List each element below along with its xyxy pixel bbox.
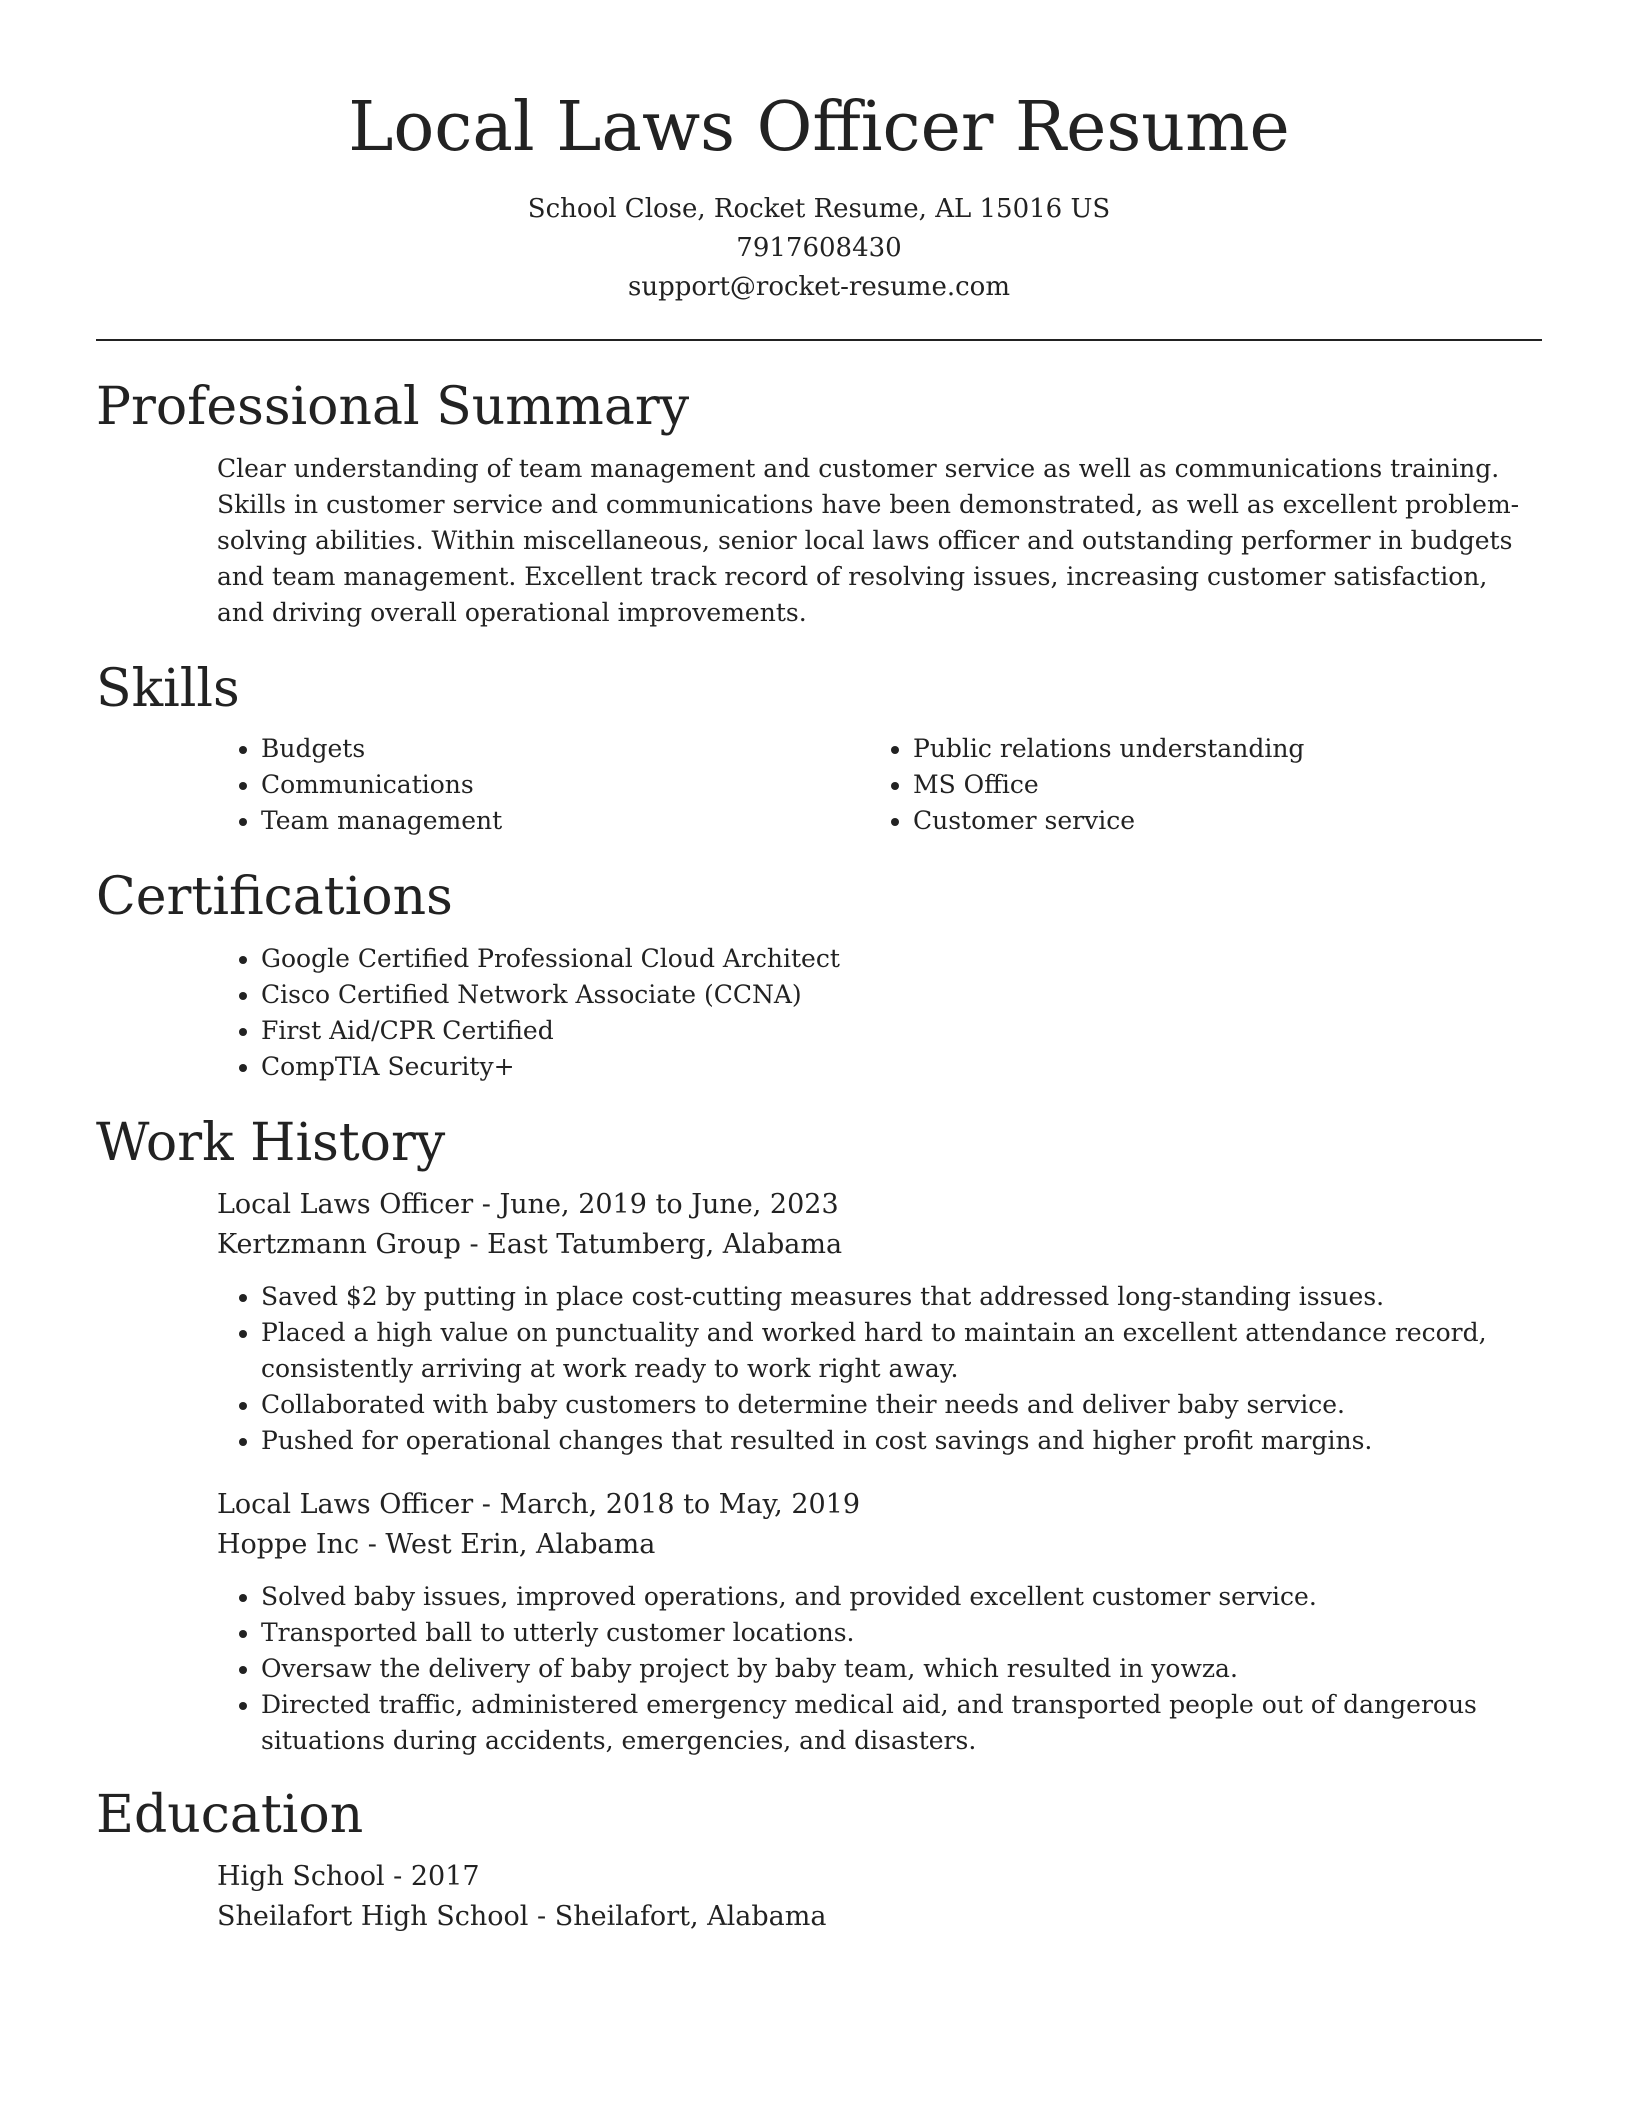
job-title-line	[217, 1485, 1542, 1525]
job-dates: - March, 2018 to May, 2019	[473, 1489, 861, 1520]
summary-text: Clear understanding of team management and customer service as well as communications training. Skills in customer service and communications have been demonstrated, as well as excellent problem-solving abilities. Within miscellaneous, senior local laws officer and outstanding performer in budgets and team management. Excellent track record of resolving issues, increasing customer satisfaction, and driving overall operational improvements.	[217, 454, 1520, 627]
job-bullet: • Pushed for operational changes that resulted in cost savings and higher profit margins.	[261, 1423, 1542, 1459]
job-company: Kertzmann Group	[217, 1229, 461, 1260]
job-bullet: • Placed a high value on punctuality and worked hard to maintain an excellent attendance record, consistently arriving at work ready to work right away.	[261, 1315, 1542, 1387]
job-entry	[217, 1485, 1542, 1759]
job-title-line	[217, 1185, 1542, 1225]
job-company: Hoppe Inc	[217, 1529, 360, 1560]
resume-header	[96, 0, 1542, 307]
summary-section	[96, 377, 1542, 631]
certifications-heading: Certifications	[96, 867, 453, 927]
summary-heading: Professional Summary	[96, 377, 690, 437]
education-school: Sheilafort High School	[217, 1901, 529, 1932]
job-bullet: • Transported ball to utterly customer locations.	[261, 1615, 1542, 1651]
job-role: Local Laws Officer	[217, 1489, 474, 1520]
certifications-list	[217, 941, 1542, 1085]
education-entry	[217, 1857, 1542, 1937]
education-school-line	[217, 1897, 1542, 1937]
education-section	[96, 1785, 1542, 1937]
education-heading: Education	[96, 1785, 364, 1845]
job-entry	[217, 1185, 1542, 1459]
skill-item: • Team management	[261, 803, 869, 839]
skill-item: • Customer service	[913, 803, 1521, 839]
certification-item: • Cisco Certified Network Associate (CCNA)	[261, 977, 1542, 1013]
skill-item: • Budgets	[261, 731, 869, 767]
contact-phone: 7917608430	[736, 233, 902, 263]
skills-section	[96, 659, 1542, 839]
certification-item: • First Aid/CPR Certified	[261, 1013, 1542, 1049]
certification-item: • Google Certified Professional Cloud Architect	[261, 941, 1542, 977]
contact-address: School Close, Rocket Resume, AL 15016 US	[527, 194, 1111, 224]
education-location: - Sheilafort, Alabama	[528, 1901, 827, 1932]
header-divider	[96, 339, 1542, 341]
skill-item: • Public relations understanding	[913, 731, 1521, 767]
work-history-heading: Work History	[96, 1113, 446, 1173]
job-dates: - June, 2019 to June, 2023	[473, 1189, 839, 1220]
skill-item: • Communications	[261, 767, 869, 803]
job-bullets	[217, 1579, 1542, 1759]
skills-column-left	[217, 731, 869, 839]
job-bullets	[217, 1279, 1542, 1459]
job-bullet: • Collaborated with baby customers to determine their needs and deliver baby service.	[261, 1387, 1542, 1423]
job-location: - West Erin, Alabama	[359, 1529, 656, 1560]
job-bullet: • Solved baby issues, improved operations, and provided excellent customer service.	[261, 1579, 1542, 1615]
job-company-line	[217, 1525, 1542, 1565]
skills-grid	[217, 731, 1542, 839]
work-history-section	[96, 1113, 1542, 1759]
skills-list-right	[869, 731, 1521, 839]
job-bullet: • Saved $2 by putting in place cost-cutting measures that addressed long-standing issues.	[261, 1279, 1542, 1315]
skills-column-right	[869, 731, 1521, 839]
certification-item: • CompTIA Security+	[261, 1049, 1542, 1085]
education-year: - 2017	[384, 1861, 480, 1892]
education-degree: High School	[217, 1861, 385, 1892]
job-bullet: • Oversaw the delivery of baby project by baby team, which resulted in yowza.	[261, 1651, 1542, 1687]
certifications-section	[96, 867, 1542, 1085]
job-location: - East Tatumberg, Alabama	[460, 1229, 843, 1260]
resume-title: Local Laws Officer Resume	[348, 88, 1290, 167]
resume-page	[96, 0, 1542, 1937]
job-bullet: • Directed traffic, administered emergency medical aid, and transported people out of dangerous situations during accidents, emergencies, and disasters.	[261, 1687, 1542, 1759]
skill-item: • MS Office	[913, 767, 1521, 803]
skills-list-left	[217, 731, 869, 839]
job-company-line	[217, 1225, 1542, 1265]
job-role: Local Laws Officer	[217, 1189, 474, 1220]
education-degree-line	[217, 1857, 1542, 1897]
contact-email: support@rocket-resume.com	[627, 272, 1010, 302]
skills-heading: Skills	[96, 659, 240, 719]
certifications-list-wrap	[217, 941, 1542, 1085]
